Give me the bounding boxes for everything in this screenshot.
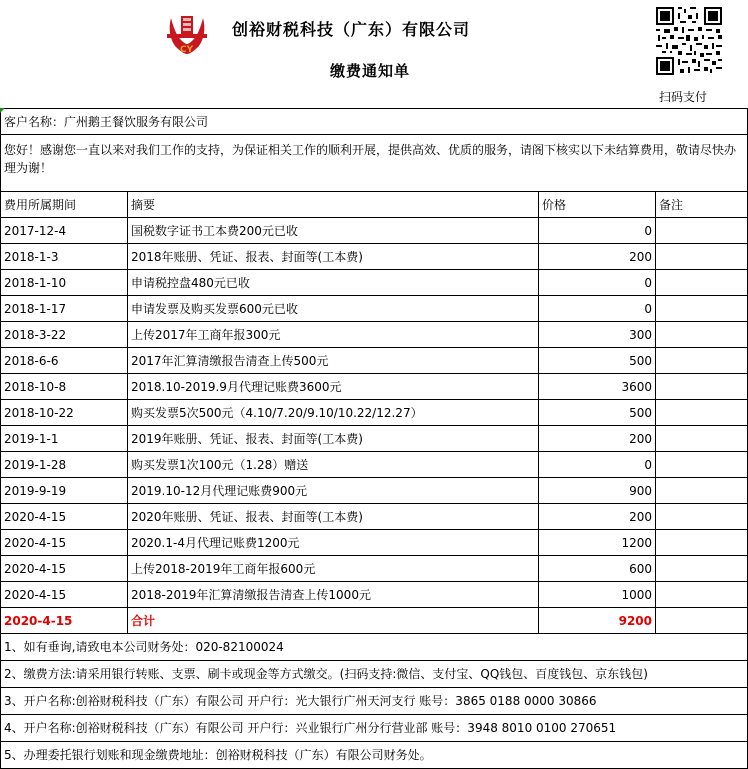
- row-price: 0: [539, 218, 656, 244]
- greeting-text: 您好！感谢您一直以来对我们工作的支持，为保证相关工作的顺利开展，提供高效、优质的服务，请阁下核实以下未结算费用，敬请尽快办理为谢！: [1, 135, 748, 192]
- company-name: 创裕财税科技（广东）有限公司: [232, 20, 471, 39]
- document-title: 缴费通知单: [330, 62, 411, 80]
- customer-name: 客户名称：广州鹅王餐饮服务有限公司: [1, 109, 748, 135]
- row-period: 2020-4-15: [1, 556, 128, 582]
- fee-table: [0, 108, 748, 769]
- row-price: 0: [539, 452, 656, 478]
- column-header-summary: 摘要: [128, 192, 539, 218]
- row-period: 2018-1-10: [1, 270, 128, 296]
- row-price: 500: [539, 348, 656, 374]
- row-summary: 购买发票1次100元（1.28）赠送: [128, 452, 539, 478]
- row-summary: 购买发票5次500元（4.10/7.20/9.10/10.22/12.27）: [128, 400, 539, 426]
- svg-text:CY: CY: [180, 45, 194, 55]
- row-price: 0: [539, 296, 656, 322]
- table-row: [1, 504, 748, 530]
- total-price: 9200: [539, 608, 656, 634]
- row-summary: 申请税控盘480元已收: [128, 270, 539, 296]
- row-price: 600: [539, 556, 656, 582]
- row-note: [656, 374, 748, 400]
- column-header-note: 备注: [656, 192, 748, 218]
- row-note: [656, 218, 748, 244]
- row-note: [656, 270, 748, 296]
- row-period: 2018-6-6: [1, 348, 128, 374]
- note-row: [1, 688, 748, 715]
- row-note: [656, 348, 748, 374]
- table-row: [1, 556, 748, 582]
- row-summary: 2020年账册、凭证、报表、封面等(工本费): [128, 504, 539, 530]
- row-note: [656, 426, 748, 452]
- total-period: 2020-4-15: [1, 608, 128, 634]
- row-price: 500: [539, 400, 656, 426]
- row-price: 3600: [539, 374, 656, 400]
- row-period: 2019-1-1: [1, 426, 128, 452]
- table-row: [1, 530, 748, 556]
- row-price: 900: [539, 478, 656, 504]
- row-note: [656, 322, 748, 348]
- note-text: 2、缴费方法:请采用银行转账、支票、刷卡或现金等方式缴交。(扫码支持:微信、支付宝、QQ钱包、百度钱包、京东钱包): [1, 661, 748, 688]
- table-row: [1, 270, 748, 296]
- table-row: [1, 478, 748, 504]
- table-row: [1, 322, 748, 348]
- row-note: [656, 296, 748, 322]
- row-period: 2017-12-4: [1, 218, 128, 244]
- row-note: [656, 530, 748, 556]
- total-label: 合计: [128, 608, 539, 634]
- row-period: 2018-10-22: [1, 400, 128, 426]
- table-row: [1, 218, 748, 244]
- table-row: [1, 582, 748, 608]
- table-row: [1, 400, 748, 426]
- payment-qr-code-icon[interactable]: [654, 5, 724, 77]
- table-row: [1, 426, 748, 452]
- total-note: [656, 608, 748, 634]
- note-text: 5、办理委托银行划账和现金缴费地址：创裕财税科技（广东）有限公司财务处。: [1, 742, 748, 769]
- column-header-price: 价格: [539, 192, 656, 218]
- column-header-row: [1, 192, 748, 218]
- qr-caption: 扫码支付: [659, 90, 708, 104]
- table-row: [1, 244, 748, 270]
- note-row: [1, 661, 748, 688]
- row-summary: 2020.1-4月代理记账费1200元: [128, 530, 539, 556]
- row-note: [656, 504, 748, 530]
- row-summary: 申请发票及购买发票600元已收: [128, 296, 539, 322]
- table-row: [1, 296, 748, 322]
- note-text: 1、如有垂询,请致电本公司财务处：020-82100024: [1, 634, 748, 661]
- document-header: [0, 0, 748, 108]
- row-summary: 国税数字证书工本费200元已收: [128, 218, 539, 244]
- table-row: [1, 348, 748, 374]
- row-note: [656, 244, 748, 270]
- customer-row: [1, 109, 748, 135]
- row-summary: 上传2017年工商年报300元: [128, 322, 539, 348]
- note-row: [1, 715, 748, 742]
- row-summary: 2018年账册、凭证、报表、封面等(工本费): [128, 244, 539, 270]
- row-price: 200: [539, 504, 656, 530]
- row-summary: 上传2018-2019年工商年报600元: [128, 556, 539, 582]
- row-price: 1000: [539, 582, 656, 608]
- row-price: 200: [539, 244, 656, 270]
- row-period: 2020-4-15: [1, 504, 128, 530]
- row-price: 0: [539, 270, 656, 296]
- row-summary: 2019年账册、凭证、报表、封面等(工本费): [128, 426, 539, 452]
- note-row: [1, 742, 748, 769]
- row-period: 2018-3-22: [1, 322, 128, 348]
- row-note: [656, 478, 748, 504]
- note-text: 3、开户名称:创裕财税科技（广东）有限公司 开户行：光大银行广州天河支行 账号：3865 0188 0000 30866: [1, 688, 748, 715]
- table-row: [1, 374, 748, 400]
- row-note: [656, 582, 748, 608]
- column-header-period: 费用所属期间: [1, 192, 128, 218]
- row-note: [656, 452, 748, 478]
- total-row: [1, 608, 748, 634]
- row-note: [656, 556, 748, 582]
- row-summary: 2017年汇算清缴报告清查上传500元: [128, 348, 539, 374]
- row-period: 2020-4-15: [1, 582, 128, 608]
- row-price: 300: [539, 322, 656, 348]
- row-price: 200: [539, 426, 656, 452]
- row-period: 2018-10-8: [1, 374, 128, 400]
- row-summary: 2019.10-12月代理记账费900元: [128, 478, 539, 504]
- row-period: 2020-4-15: [1, 530, 128, 556]
- company-logo-icon: [163, 12, 211, 56]
- greeting-row: [1, 135, 748, 192]
- row-summary: 2018.10-2019.9月代理记账费3600元: [128, 374, 539, 400]
- row-period: 2018-1-3: [1, 244, 128, 270]
- row-summary: 2018-2019年汇算清缴报告清查上传1000元: [128, 582, 539, 608]
- row-note: [656, 400, 748, 426]
- row-price: 1200: [539, 530, 656, 556]
- row-period: 2019-9-19: [1, 478, 128, 504]
- note-row: [1, 634, 748, 661]
- cell-corner-marker: [0, 108, 5, 113]
- table-row: [1, 452, 748, 478]
- row-period: 2018-1-17: [1, 296, 128, 322]
- note-text: 4、开户名称:创裕财税科技（广东）有限公司 开户行：兴业银行广州分行营业部 账号：3948 8010 0100 270651: [1, 715, 748, 742]
- row-period: 2019-1-28: [1, 452, 128, 478]
